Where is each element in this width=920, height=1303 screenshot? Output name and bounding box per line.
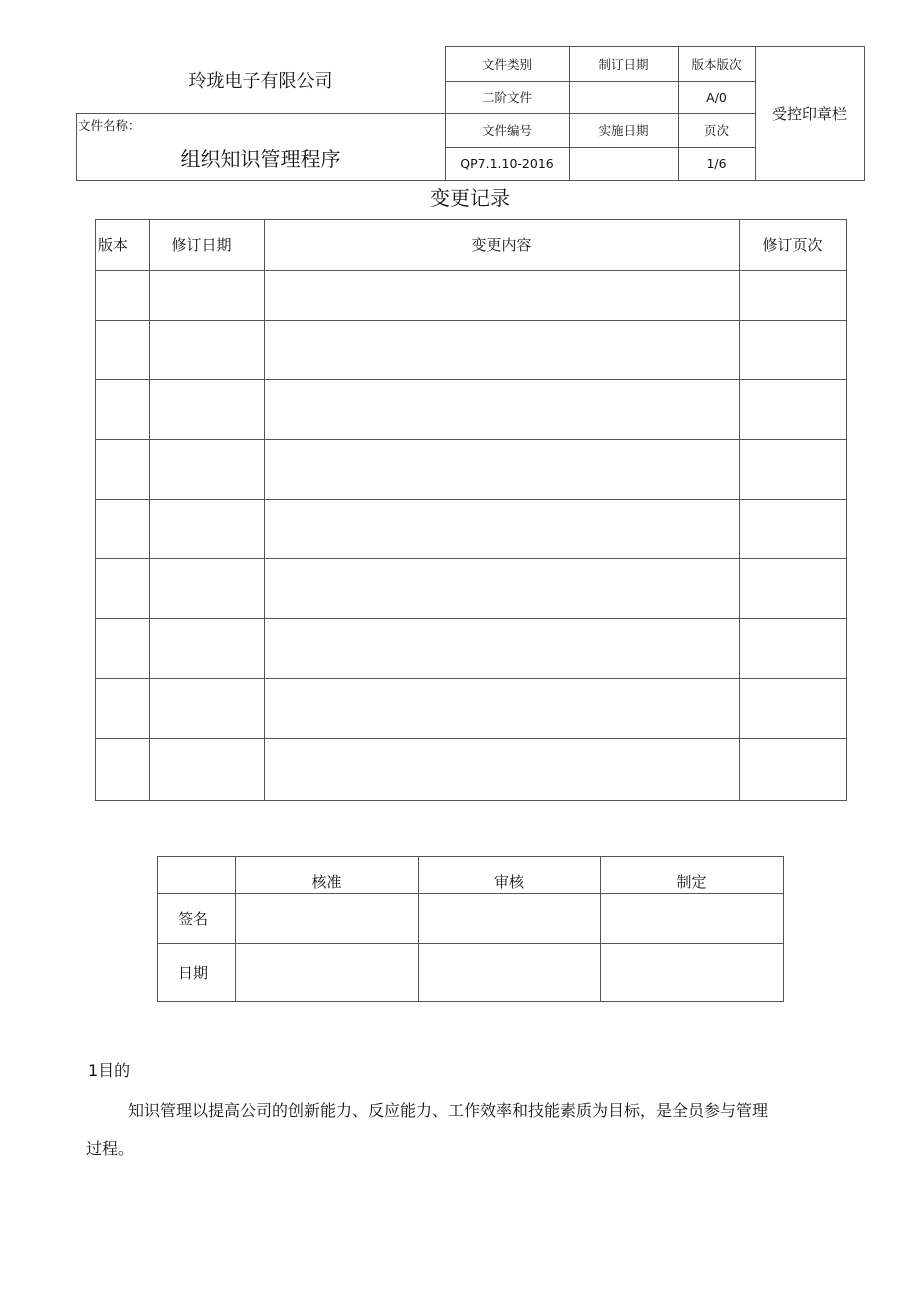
row-label-signature: 签名 bbox=[177, 909, 208, 928]
value-version: A/0 bbox=[706, 89, 727, 105]
header-approve: 核准 bbox=[311, 872, 342, 891]
row-label-date: 日期 bbox=[177, 963, 208, 982]
value-file-category: 二阶文件 bbox=[481, 90, 532, 105]
controlled-stamp-label: 受控印章栏 bbox=[771, 104, 847, 123]
label-version: 版本版次 bbox=[691, 56, 742, 72]
document-title: 组织知识管理程序 bbox=[180, 146, 341, 171]
value-page: 1/6 bbox=[706, 156, 727, 171]
header-change-content: 变更内容 bbox=[471, 236, 532, 254]
header-revision-pages: 修订页次 bbox=[762, 236, 823, 254]
company-name: 玲珑电子有限公司 bbox=[188, 71, 333, 92]
label-effective-date: 实施日期 bbox=[598, 123, 649, 138]
label-file-category: 文件类别 bbox=[481, 56, 532, 72]
change-record-title: 变更记录 bbox=[430, 185, 510, 210]
value-revision-date bbox=[569, 81, 678, 113]
header-version: 版本 bbox=[97, 236, 128, 254]
section-heading-purpose: 1目的 bbox=[88, 1061, 131, 1080]
purpose-paragraph-line-1: 知识管理以提高公司的创新能力、反应能力、工作效率和技能素质为目标，是全员参与管理 bbox=[128, 1101, 769, 1120]
header-review: 审核 bbox=[493, 872, 524, 891]
value-file-number: QP7.1.10-2016 bbox=[460, 156, 554, 171]
label-page: 页次 bbox=[703, 123, 729, 138]
value-effective-date bbox=[569, 147, 678, 180]
label-file-number: 文件编号 bbox=[481, 123, 532, 138]
header-revision-date: 修订日期 bbox=[171, 236, 232, 254]
label-revision-date: 制订日期 bbox=[598, 56, 649, 72]
header-prepare: 制定 bbox=[676, 872, 707, 891]
file-name-label: 文件名称： bbox=[78, 118, 141, 133]
purpose-paragraph-line-2: 过程。 bbox=[86, 1139, 135, 1158]
